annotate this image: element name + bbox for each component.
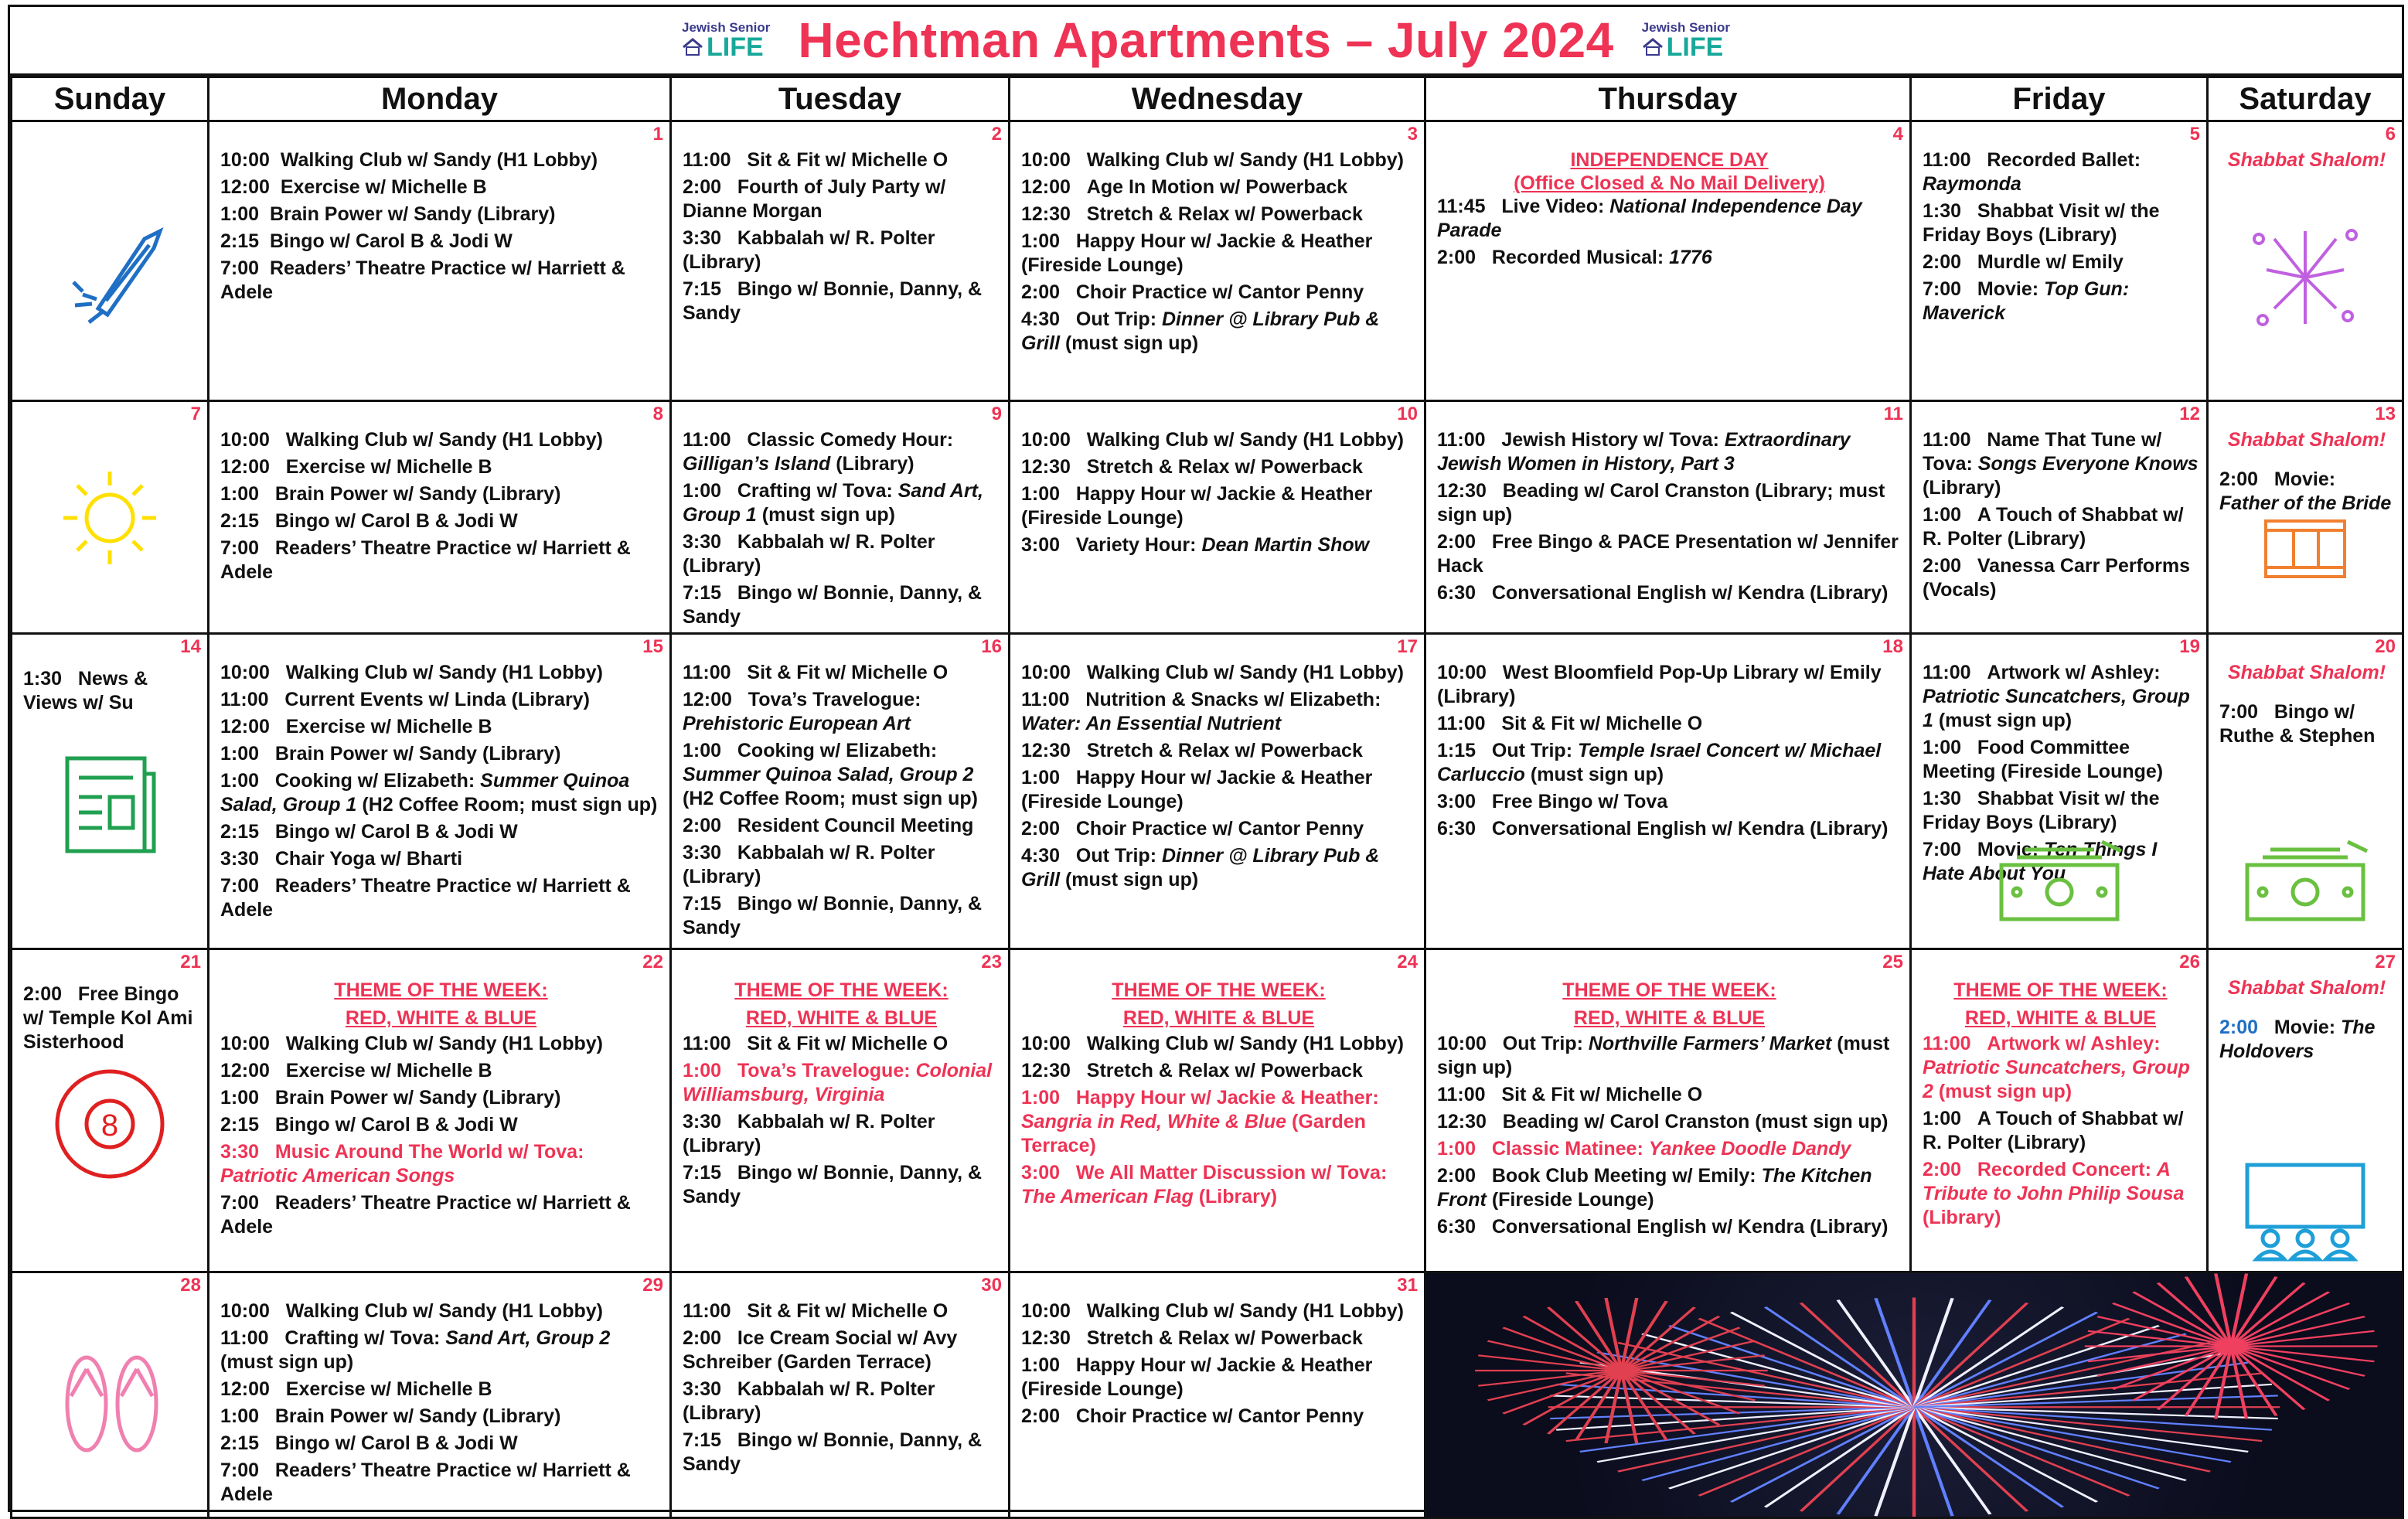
day-cell (12, 1272, 209, 1518)
day-cell (1911, 634, 2208, 949)
theme-of-week: THEME OF THE WEEK: (334, 979, 548, 1001)
event-list (12, 950, 207, 1054)
logo-right (1642, 21, 1730, 60)
event-item: 1:00 Brain Power w/ Sandy (Library) (220, 1087, 561, 1109)
event-item: 2:00 Movie: Father of the Bride (2219, 468, 2392, 514)
event-item: 2:00 Choir Practice w/ Cantor Penny (1021, 1405, 1364, 1427)
day-number: 17 (1397, 636, 1418, 657)
theater-icon (2239, 1157, 2371, 1269)
day-cell (2208, 634, 2403, 949)
event-item: 4:30 Out Trip: Dinner @ Library Pub & Grill (must sign up) (1021, 845, 1380, 891)
event-item: 12:00 Age In Motion w/ Powerback (1021, 176, 1348, 198)
calendar-header (10, 7, 2402, 76)
event-item: 3:00 Free Bingo w/ Tova (1437, 791, 1668, 812)
day-cell (1010, 634, 1425, 949)
event-item: 7:00 Readers’ Theatre Practice w/ Harriett & Adele (220, 875, 631, 921)
day-cell (671, 401, 1010, 634)
day-cell (2208, 401, 2403, 634)
eightball-icon (52, 1066, 168, 1186)
day-number: 27 (2375, 952, 2396, 972)
event-item: 1:00 Crafting w/ Tova: Sand Art, Group 1 (must sign up) (683, 480, 983, 526)
event-list (672, 122, 1008, 325)
event-item: 11:00 Sit & Fit w/ Michelle O (683, 1300, 949, 1322)
event-list (209, 950, 669, 1239)
newspaper-icon (60, 751, 160, 863)
event-list (12, 122, 207, 155)
page-title: Hechtman Apartments – July 2024 (798, 12, 1614, 68)
event-item: 11:00 Recorded Ballet: Raymonda (1923, 149, 2141, 195)
event-item: 12:30 Stretch & Relax w/ Powerback (1021, 203, 1363, 225)
event-item: 1:00 Happy Hour w/ Jackie & Heather (Fireside Lounge) (1021, 1354, 1373, 1400)
event-item: 3:30 Kabbalah w/ R. Polter (Library) (683, 1378, 935, 1424)
event-list (209, 402, 669, 584)
svg-text:8: 8 (100, 1109, 119, 1143)
day-cell (209, 1272, 671, 1518)
event-item: 2:00 Vanessa Carr Performs (Vocals) (1923, 555, 2191, 601)
day-number: 5 (2189, 124, 2200, 145)
event-item: 2:00 Murdle w/ Emily (1923, 251, 2124, 273)
fireworks-icon (2243, 216, 2367, 343)
event-item: 12:00 Exercise w/ Michelle B (220, 716, 492, 737)
day-cell (209, 401, 671, 634)
day-cell (1010, 401, 1425, 634)
event-item: 11:00 Sit & Fit w/ Michelle O (1437, 713, 1703, 734)
theme-of-week: RED, WHITE & BLUE (1573, 1007, 1766, 1029)
event-item: 10:00 Walking Club w/ Sandy (H1 Lobby) (1021, 1300, 1404, 1322)
film-icon (2263, 518, 2348, 584)
day-number: 1 (652, 124, 663, 145)
day-number: 26 (2179, 952, 2200, 972)
event-item: 1:30 Shabbat Visit w/ the Friday Boys (Library) (1923, 200, 2160, 246)
event-item: 2:00 Movie: The Holdovers (2219, 1017, 2376, 1062)
day-cell (12, 401, 209, 634)
logo-small-text: Jewish Senior (682, 19, 771, 35)
sun-icon (56, 464, 164, 576)
rocket-icon (52, 208, 168, 328)
event-item: 1:00 Tova’s Travelogue: Colonial Williamsburg, Virginia (683, 1060, 993, 1105)
event-item: 12:00 Exercise w/ Michelle B (220, 1060, 492, 1081)
event-list (1426, 402, 1909, 605)
event-item: 2:00 Recorded Musical: 1776 (1437, 247, 1712, 268)
event-item: 6:30 Conversational English w/ Kendra (Library) (1437, 582, 1889, 604)
event-item: 1:00 A Touch of Shabbat w/ R. Polter (Library) (1923, 1108, 2184, 1153)
day-number: 6 (2385, 124, 2396, 145)
event-item: 10:00 Walking Club w/ Sandy (H1 Lobby) (220, 149, 598, 171)
holiday-notice: (Office Closed & No Mail Delivery) (1514, 172, 1825, 194)
event-item: 11:00 Artwork w/ Ashley: Patriotic Suncatchers, Group 1 (must sign up) (1923, 662, 2190, 731)
event-item: 2:00 Free Bingo w/ Temple Kol Ami Sisterhood (23, 983, 193, 1053)
logo-wordmark (1642, 34, 1724, 60)
event-item: 3:30 Music Around The World w/ Tova: Patriotic American Songs (220, 1141, 584, 1187)
money-icon (1994, 834, 2125, 931)
day-number: 2 (991, 124, 1002, 145)
event-item: 10:00 Walking Club w/ Sandy (H1 Lobby) (1021, 662, 1404, 683)
day-number: 9 (991, 404, 1002, 424)
event-item: 2:00 Book Club Meeting w/ Emily: The Kitchen Front (Fireside Lounge) (1437, 1165, 1872, 1211)
event-list (1010, 122, 1424, 356)
event-item: 7:15 Bingo w/ Bonnie, Danny, & Sandy (683, 893, 983, 938)
event-item: 7:15 Bingo w/ Bonnie, Danny, & Sandy (683, 1429, 983, 1475)
day-number: 24 (1397, 952, 1418, 972)
day-number: 12 (2179, 404, 2200, 424)
theme-of-week: THEME OF THE WEEK: (734, 979, 949, 1001)
event-item: 12:00 Tova’s Travelogue: Prehistoric European Art (683, 689, 921, 734)
day-number: 18 (1882, 636, 1903, 657)
event-item: 7:00 Readers’ Theatre Practice w/ Harriett & Adele (220, 257, 625, 303)
day-number: 4 (1892, 124, 1903, 145)
event-item: 7:00 Movie: Top Gun: Maverick (1923, 278, 2130, 324)
theme-of-week: RED, WHITE & BLUE (745, 1007, 938, 1029)
theme-of-week: THEME OF THE WEEK: (1112, 979, 1326, 1001)
event-item: 1:00 Brain Power w/ Sandy (Library) (220, 743, 561, 765)
day-number: 16 (981, 636, 1002, 657)
week-row (12, 121, 2403, 401)
day-cell (2208, 121, 2403, 401)
event-item: 4:30 Out Trip: Dinner @ Library Pub & Grill (must sign up) (1021, 308, 1380, 354)
event-item: 10:00 West Bloomfield Pop-Up Library w/ Emily (Library) (1437, 662, 1882, 707)
calendar (8, 5, 2404, 1512)
day-cell (671, 949, 1010, 1272)
day-cell (2208, 949, 2403, 1272)
event-item: 11:00 Classic Comedy Hour: Gilligan’s Island (Library) (683, 429, 954, 475)
theme-of-week: THEME OF THE WEEK: (1953, 979, 2168, 1001)
event-item: 1:15 Out Trip: Temple Israel Concert w/ Michael Carluccio (must sign up) (1437, 740, 1882, 785)
day-header-monday: Monday (209, 77, 671, 121)
event-item: 1:00 Brain Power w/ Sandy (Library) (220, 1405, 561, 1427)
day-cell (12, 634, 209, 949)
day-number: 14 (180, 636, 201, 657)
event-item: 2:15 Bingo w/ Carol B & Jodi W (220, 1432, 518, 1454)
event-list (209, 1273, 669, 1507)
day-cell (1911, 949, 2208, 1272)
fireworks-image (1426, 1273, 2402, 1517)
event-item: 3:30 Kabbalah w/ R. Polter (Library) (683, 227, 935, 273)
day-header-friday: Friday (1911, 77, 2208, 121)
event-item: 7:00 Bingo w/ Ruthe & Stephen (2219, 701, 2376, 747)
day-number: 8 (652, 404, 663, 424)
event-item: 11:00 Sit & Fit w/ Michelle O (683, 662, 949, 683)
day-cell (209, 121, 671, 401)
day-number: 3 (1407, 124, 1418, 145)
week-row (12, 401, 2403, 634)
event-list (209, 635, 669, 922)
day-cell (12, 121, 209, 401)
event-list (2209, 950, 2402, 1064)
event-item: 2:15 Bingo w/ Carol B & Jodi W (220, 510, 518, 532)
event-item: 6:30 Conversational English w/ Kendra (Library) (1437, 818, 1889, 840)
day-number: 23 (981, 952, 1002, 972)
event-list (2209, 635, 2402, 748)
event-item: 12:00 Exercise w/ Michelle B (220, 1378, 492, 1400)
event-item: 3:30 Kabbalah w/ R. Polter (Library) (683, 531, 935, 577)
event-item: 2:00 Resident Council Meeting (683, 815, 974, 836)
event-item: 7:00 Readers’ Theatre Practice w/ Harriett & Adele (220, 537, 631, 583)
day-cell (1425, 121, 1911, 401)
event-item: 1:00 Classic Matinee: Yankee Doodle Dandy (1437, 1138, 1851, 1160)
event-item: 11:00 Nutrition & Snacks w/ Elizabeth: Water: An Essential Nutrient (1021, 689, 1381, 734)
event-item: 10:00 Walking Club w/ Sandy (H1 Lobby) (220, 662, 603, 683)
logo-wordmark (682, 34, 764, 60)
flipflops-icon (52, 1342, 168, 1462)
event-item: 1:00 Happy Hour w/ Jackie & Heather (Fireside Lounge) (1021, 483, 1373, 529)
day-cell (1911, 121, 2208, 401)
event-item: 2:00 Choir Practice w/ Cantor Penny (1021, 281, 1364, 303)
logo-left (682, 21, 770, 60)
event-item: 2:00 Choir Practice w/ Cantor Penny (1021, 818, 1364, 840)
event-item: 10:00 Walking Club w/ Sandy (H1 Lobby) (220, 1033, 603, 1054)
day-number: 22 (642, 952, 663, 972)
event-item: 12:30 Stretch & Relax w/ Powerback (1021, 1060, 1363, 1081)
event-item: 11:00 Jewish History w/ Tova: Extraordinary Jewish Women in History, Part 3 (1437, 429, 1851, 475)
day-number: 25 (1882, 952, 1903, 972)
event-item: 12:30 Stretch & Relax w/ Powerback (1021, 1327, 1363, 1349)
event-item: 2:00 Ice Cream Social w/ Avy Schreiber (Garden Terrace) (683, 1327, 958, 1373)
day-number: 19 (2179, 636, 2200, 657)
event-item: 10:00 Walking Club w/ Sandy (H1 Lobby) (220, 1300, 603, 1322)
event-item: 11:00 Sit & Fit w/ Michelle O (1437, 1084, 1703, 1105)
day-header-saturday: Saturday (2208, 77, 2403, 121)
event-item: 1:00 Brain Power w/ Sandy (Library) (220, 483, 561, 505)
event-item: 2:00 Free Bingo & PACE Presentation w/ Jennifer Hack (1437, 531, 1899, 577)
event-item: 12:00 Exercise w/ Michelle B (220, 176, 487, 198)
event-list (1426, 635, 1909, 841)
shabbat-greeting: Shabbat Shalom! (2227, 149, 2386, 171)
weeks (12, 121, 2403, 1518)
event-item: 3:30 Kabbalah w/ R. Polter (Library) (683, 842, 935, 887)
event-item: 11:00 Current Events w/ Linda (Library) (220, 689, 590, 710)
day-number: 20 (2375, 636, 2396, 657)
day-header-row (12, 77, 2403, 121)
event-list (1426, 122, 1909, 270)
event-item: 7:15 Bingo w/ Bonnie, Danny, & Sandy (683, 582, 983, 628)
day-cell (1010, 1272, 1425, 1518)
theme-of-week: THEME OF THE WEEK: (1562, 979, 1776, 1001)
day-number: 7 (190, 404, 201, 424)
event-list (672, 950, 1008, 1209)
theme-of-week: RED, WHITE & BLUE (345, 1007, 537, 1029)
day-cell (671, 1272, 1010, 1518)
house-icon (1642, 38, 1664, 56)
event-list (1912, 950, 2206, 1230)
event-item: 7:00 Readers’ Theatre Practice w/ Harriett & Adele (220, 1459, 631, 1505)
event-item: 1:00 A Touch of Shabbat w/ R. Polter (Library) (1923, 504, 2184, 550)
event-item: 1:00 Cooking w/ Elizabeth: Summer Quinoa Salad, Group 1 (H2 Coffee Room; must sign up) (220, 770, 658, 816)
day-cell (671, 634, 1010, 949)
day-cell (12, 949, 209, 1272)
event-list (12, 1273, 207, 1306)
week-row (12, 1272, 2403, 1518)
day-number: 28 (180, 1275, 201, 1296)
event-item: 10:00 Out Trip: Northville Farmers’ Market (must sign up) (1437, 1033, 1890, 1078)
shabbat-greeting: Shabbat Shalom! (2227, 662, 2386, 683)
day-cell (209, 949, 671, 1272)
event-item: 2:00 Recorded Concert: A Tribute to John Philip Sousa (Library) (1923, 1159, 2185, 1228)
event-item: 12:30 Stretch & Relax w/ Powerback (1021, 740, 1363, 761)
event-item: 10:00 Walking Club w/ Sandy (H1 Lobby) (220, 429, 603, 451)
logo-big-text: LIFE (707, 32, 764, 62)
event-item: 11:00 Crafting w/ Tova: Sand Art, Group 2 (must sign up) (220, 1327, 611, 1373)
day-cell (671, 121, 1010, 401)
theme-of-week: RED, WHITE & BLUE (1122, 1007, 1315, 1029)
money-icon (2239, 834, 2371, 931)
event-list (209, 122, 669, 305)
event-list (1010, 635, 1424, 892)
event-item: 12:30 Beading w/ Carol Cranston (must sign up) (1437, 1111, 1889, 1132)
day-number: 31 (1397, 1275, 1418, 1296)
day-header-thursday: Thursday (1425, 77, 1911, 121)
theme-of-week: RED, WHITE & BLUE (1964, 1007, 2157, 1029)
event-item: 11:00 Sit & Fit w/ Michelle O (683, 149, 949, 171)
event-item: 11:00 Sit & Fit w/ Michelle O (683, 1033, 949, 1054)
day-cell (1425, 949, 1911, 1272)
event-item: 12:30 Beading w/ Carol Cranston (Library; must sign up) (1437, 480, 1885, 526)
day-cell (1010, 121, 1425, 401)
event-item: 7:15 Bingo w/ Bonnie, Danny, & Sandy (683, 278, 983, 324)
house-icon (682, 38, 703, 56)
day-cell (1425, 401, 1911, 634)
event-item: 3:00 Variety Hour: Dean Martin Show (1021, 534, 1370, 556)
event-list (1426, 950, 1909, 1239)
event-list (1010, 1273, 1424, 1429)
logo-big-text: LIFE (1666, 32, 1724, 62)
event-item: 1:00 Brain Power w/ Sandy (Library) (220, 203, 556, 225)
event-item: 3:30 Kabbalah w/ R. Polter (Library) (683, 1111, 935, 1156)
event-item: 2:15 Bingo w/ Carol B & Jodi W (220, 230, 513, 252)
day-header-tuesday: Tuesday (671, 77, 1010, 121)
event-list (12, 402, 207, 434)
day-number: 29 (642, 1275, 663, 1296)
event-item: 2:15 Bingo w/ Carol B & Jodi W (220, 1114, 518, 1136)
week-row (12, 949, 2403, 1272)
calendar-grid (10, 76, 2404, 1519)
event-item: 1:30 Shabbat Visit w/ the Friday Boys (Library) (1923, 788, 2160, 833)
event-list (672, 402, 1008, 629)
day-number: 21 (180, 952, 201, 972)
event-item: 12:30 Stretch & Relax w/ Powerback (1021, 456, 1363, 478)
event-list (1912, 402, 2206, 602)
day-number: 13 (2375, 404, 2396, 424)
event-item: 10:00 Walking Club w/ Sandy (H1 Lobby) (1021, 429, 1404, 451)
event-list (1912, 122, 2206, 325)
event-item: 7:15 Bingo w/ Bonnie, Danny, & Sandy (683, 1162, 983, 1207)
event-item: 11:00 Artwork w/ Ashley: Patriotic Suncatchers, Group 2 (must sign up) (1923, 1033, 2190, 1102)
event-item: 6:30 Conversational English w/ Kendra (Library) (1437, 1216, 1889, 1238)
day-cell (1911, 401, 2208, 634)
day-number: 10 (1397, 404, 1418, 424)
event-list (2209, 122, 2402, 172)
event-item: 3:30 Chair Yoga w/ Bharti (220, 848, 463, 870)
event-item: 2:00 Fourth of July Party w/ Dianne Morgan (683, 176, 946, 222)
day-cell (209, 634, 671, 949)
day-cell (1425, 634, 1911, 949)
event-list (2209, 402, 2402, 516)
event-item: 3:00 We All Matter Discussion w/ Tova: The American Flag (Library) (1021, 1162, 1388, 1207)
fireworks-photo (1425, 1272, 2403, 1518)
event-list (672, 635, 1008, 940)
shabbat-greeting: Shabbat Shalom! (2227, 429, 2386, 451)
day-number: 15 (642, 636, 663, 657)
logo-small-text: Jewish Senior (1641, 19, 1730, 35)
week-row (12, 634, 2403, 949)
shabbat-greeting: Shabbat Shalom! (2227, 977, 2386, 999)
day-header-sunday: Sunday (12, 77, 209, 121)
event-list (12, 635, 207, 715)
event-item: 1:00 Happy Hour w/ Jackie & Heather (Fireside Lounge) (1021, 767, 1373, 812)
day-number: 30 (981, 1275, 1002, 1296)
event-item: 2:15 Bingo w/ Carol B & Jodi W (220, 821, 518, 843)
event-list (1010, 402, 1424, 557)
day-number: 11 (1883, 404, 1903, 424)
day-cell (1010, 949, 1425, 1272)
event-item: 1:00 Happy Hour w/ Jackie & Heather (Fireside Lounge) (1021, 230, 1373, 276)
event-item: 12:00 Exercise w/ Michelle B (220, 456, 492, 478)
event-list (672, 1273, 1008, 1476)
day-header-wednesday: Wednesday (1010, 77, 1425, 121)
event-item: 7:00 Movie: Ten Things I Hate About You (1923, 839, 2158, 884)
event-item: 11:00 Name That Tune w/ Tova: Songs Everyone Knows (Library) (1923, 429, 2199, 499)
event-list (1010, 950, 1424, 1209)
event-item: 10:00 Walking Club w/ Sandy (H1 Lobby) (1021, 1033, 1404, 1054)
event-item: 1:00 Food Committee Meeting (Fireside Lounge) (1923, 737, 2164, 782)
event-item: 11:45 Live Video: National Independence Day Parade (1437, 196, 1862, 241)
event-item: 10:00 Walking Club w/ Sandy (H1 Lobby) (1021, 149, 1404, 171)
event-item: 1:30 News & Views w/ Su (23, 668, 148, 714)
event-item: 7:00 Readers’ Theatre Practice w/ Harriett & Adele (220, 1192, 631, 1238)
event-item: 1:00 Happy Hour w/ Jackie & Heather: Sangria in Red, White & Blue (Garden Terrace) (1021, 1087, 1379, 1156)
holiday-notice: INDEPENDENCE DAY (1570, 149, 1769, 171)
event-item: 1:00 Cooking w/ Elizabeth: Summer Quinoa Salad, Group 2 (H2 Coffee Room; must sign up) (683, 740, 978, 809)
